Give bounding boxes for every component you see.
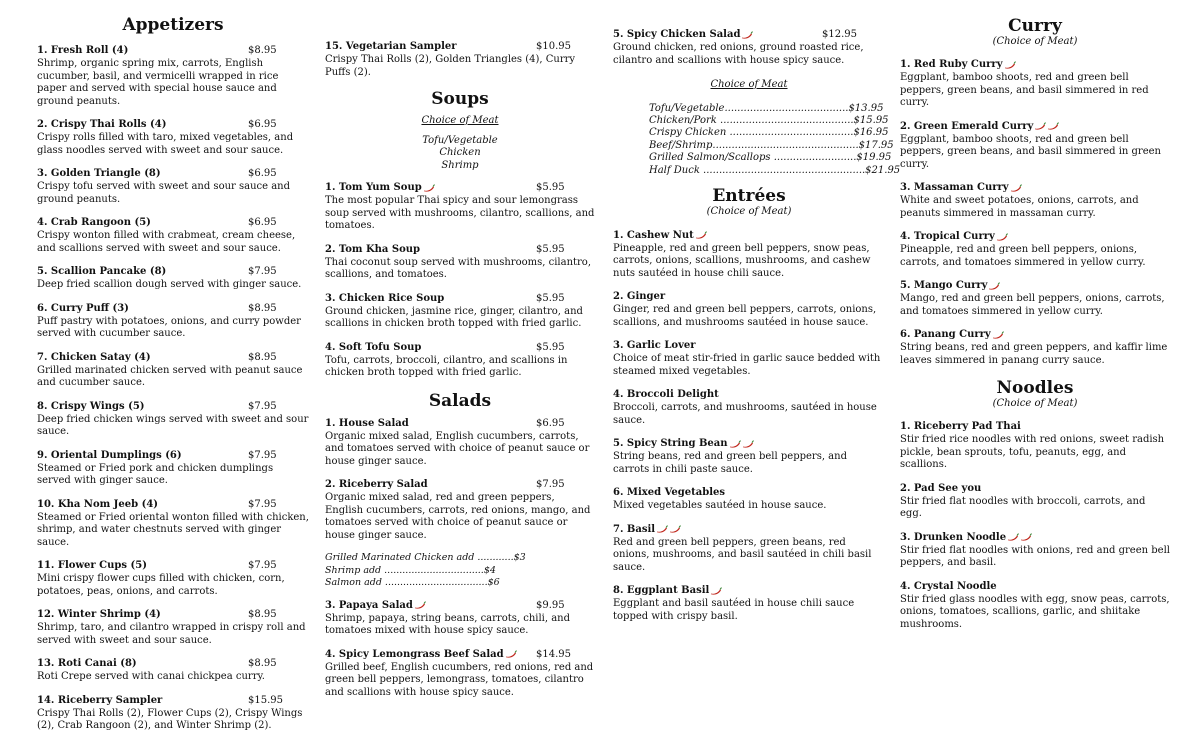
item-name: 5. Mango Curry xyxy=(900,280,988,291)
item-header xyxy=(37,352,309,365)
chili-pepper-icon xyxy=(505,650,517,658)
chili-rating xyxy=(422,182,435,193)
salad-addon-row xyxy=(325,552,595,565)
soups-title: Soups xyxy=(431,89,489,109)
meat-price-row xyxy=(649,152,892,164)
item-header xyxy=(325,479,595,492)
menu-item xyxy=(37,352,309,390)
item-header xyxy=(325,182,595,195)
item-description: Ginger, red and green bell peppers, carrots, onions, scallions, and mushrooms sautéed in house sauce. xyxy=(613,304,877,328)
item-name: 2. Riceberry Salad xyxy=(325,479,428,490)
item-price: $8.95 xyxy=(248,609,277,620)
menu-item xyxy=(325,479,595,542)
item-name: 7. Chicken Satay (4) xyxy=(37,351,151,363)
addon-label: Grilled Marinated Chicken add ............ xyxy=(325,552,514,563)
menu-item xyxy=(900,532,1170,570)
menu-item xyxy=(613,487,885,513)
menu-item xyxy=(37,45,309,108)
item-header xyxy=(613,230,885,243)
chili-rating xyxy=(1009,182,1022,193)
item-name: 8. Crispy Wings (5) xyxy=(37,400,145,412)
item-header xyxy=(37,266,309,279)
addon-price: $4 xyxy=(483,564,496,576)
menu-item xyxy=(613,438,885,476)
meat-price-value: $19.95 xyxy=(856,152,892,164)
menu-item xyxy=(37,695,309,733)
item-header xyxy=(900,280,1170,293)
item-name: 1. Tom Yum Soup xyxy=(325,182,422,193)
item-header xyxy=(900,231,1170,244)
item-price: $8.95 xyxy=(248,658,277,669)
item-description: Thai coconut soup served with mushrooms, cilantro, scallions, and tomatoes. xyxy=(325,256,592,280)
menu-item xyxy=(900,280,1170,318)
item-price: $12.95 xyxy=(822,29,857,40)
item-header xyxy=(900,329,1170,342)
soup-choices xyxy=(325,135,595,173)
item-header xyxy=(325,649,595,662)
item-header xyxy=(613,585,885,598)
chili-pepper-icon xyxy=(1047,122,1059,130)
item-description: Pineapple, red and green bell peppers, snow peas, carrots, onions, scallions, mushrooms, and cashew nuts sautéed in house chili sauce. xyxy=(613,242,871,279)
menu-item xyxy=(325,182,595,233)
chili-pepper-icon xyxy=(988,282,1000,290)
item-name: 2. Ginger xyxy=(613,291,666,303)
curry-list xyxy=(900,59,1170,367)
item-name: 1. Fresh Roll (4) xyxy=(37,45,129,56)
item-name: 15. Vegetarian Sampler xyxy=(325,41,457,52)
item-description: Eggplant and basil sautéed in house chili sauce topped with crispy basil. xyxy=(613,598,855,622)
item-header xyxy=(37,658,309,671)
item-description: Grilled beef, English cucumbers, red onions, red and green bell peppers, lemongrass, tomatoes, cilantro and scallions with house spicy sauce. xyxy=(325,661,594,698)
item-header xyxy=(37,695,309,708)
meat-price-label: Beef/Shrimp.............................................. xyxy=(649,139,859,151)
item-name: 1. Riceberry Pad Thai xyxy=(900,421,1021,432)
curry-noodles-column xyxy=(900,16,1170,642)
item-description: Deep fried scallion dough served with ginger sauce. xyxy=(37,279,302,290)
menu-item xyxy=(900,231,1170,269)
item-price: $7.95 xyxy=(248,400,277,412)
chili-pepper-icon xyxy=(996,233,1008,241)
item-header xyxy=(900,581,1170,594)
item-name: 3. Garlic Lover xyxy=(613,340,696,352)
item-name: 8. Eggplant Basil xyxy=(613,585,710,597)
item-name: 4. Crab Rangoon (5) xyxy=(37,217,151,228)
item-header xyxy=(325,342,595,355)
chili-pepper-icon xyxy=(695,231,707,239)
menu-item xyxy=(325,649,595,700)
item-name: 2. Pad See you xyxy=(900,482,982,494)
item-name: 1. House Salad xyxy=(325,417,409,429)
item-name: 2. Crispy Thai Rolls (4) xyxy=(37,119,167,130)
salad-addon-row xyxy=(325,565,595,578)
chili-pepper-icon xyxy=(1004,61,1016,69)
item-description: Mixed vegetables sautéed in house sauce. xyxy=(613,500,827,512)
item-name: 4. Crystal Noodle xyxy=(900,580,997,592)
item-name: 10. Kha Nom Jeeb (4) xyxy=(37,498,159,510)
meat-choice: Chicken xyxy=(439,147,481,158)
meat-price-value: $17.95 xyxy=(858,139,894,151)
salad-addon-row xyxy=(325,577,595,590)
item-description: Stir fried glass noodles with egg, snow peas, carrots, onions, tomatoes, scallions, garlic, and shiitake mushrooms. xyxy=(900,593,1170,630)
meat-price-value: $21.95 xyxy=(865,164,901,176)
chili-pepper-icon xyxy=(729,440,741,448)
item-description: Crispy tofu served with sweet and sour sauce and ground peanuts. xyxy=(37,181,291,205)
item-header xyxy=(900,121,1170,134)
meat-price-value: $13.95 xyxy=(848,102,884,114)
item-price: $5.95 xyxy=(536,182,565,193)
item-name: 6. Curry Puff (3) xyxy=(37,302,129,314)
item-description: Stir fried rice noodles with red onions, sweet radish pickle, bean sprouts, tofu, peanuts, egg, and scallions. xyxy=(900,434,1165,470)
appetizer-list xyxy=(37,45,309,733)
item-description: Crispy wonton filled with crabmeat, cream cheese, and scallions served with sweet and sour sauce. xyxy=(37,230,296,254)
item-description: Puff pastry with potatoes, onions, and curry powder served with cucumber sauce. xyxy=(37,315,301,339)
item-description: Crispy Thai Rolls (2), Flower Cups (2), Crispy Wings (2), Crab Rangoon (2), and Winter Shrimp (2). xyxy=(37,707,303,731)
chili-pepper-icon xyxy=(1020,533,1032,541)
item-header xyxy=(613,524,885,537)
menu-item xyxy=(900,59,1170,110)
item-header xyxy=(900,182,1170,195)
meat-choice: Tofu/Vegetable xyxy=(422,134,498,146)
chili-rating xyxy=(1033,121,1059,132)
entrees-subtitle: (Choice of Meat) xyxy=(706,205,792,217)
curry-subtitle: (Choice of Meat) xyxy=(992,36,1078,47)
chili-rating xyxy=(987,280,1000,291)
menu-item xyxy=(900,483,1170,521)
item-name: 7. Basil xyxy=(613,523,656,535)
entree-list xyxy=(613,230,885,624)
chili-pepper-icon xyxy=(1010,184,1022,192)
item-description: The most popular Thai spicy and sour lemongrass soup served with mushrooms, cilantro, scallions, and tomatoes. xyxy=(325,195,595,231)
menu-item xyxy=(613,389,885,427)
item-header xyxy=(900,532,1170,545)
soup-list xyxy=(325,182,595,380)
noodles-subtitle: (Choice of Meat) xyxy=(992,398,1078,409)
item-name: 5. Scallion Pancake (8) xyxy=(37,266,167,277)
item-header xyxy=(900,483,1170,496)
menu-item xyxy=(37,658,309,684)
item-name: 2. Green Emerald Curry xyxy=(900,120,1034,132)
item-name: 6. Panang Curry xyxy=(900,329,991,340)
item-price: $7.95 xyxy=(248,266,277,277)
item-name: 5. Spicy String Bean xyxy=(613,438,728,450)
menu-item xyxy=(900,182,1170,220)
item-description: Crispy Thai Rolls (2), Golden Triangles (4), Curry Puffs (2). xyxy=(325,54,576,78)
item-price: $5.95 xyxy=(536,243,565,255)
item-name: 3. Drunken Noodle xyxy=(900,531,1007,543)
item-price: $8.95 xyxy=(248,302,277,314)
item-header xyxy=(325,418,595,431)
menu-item xyxy=(37,303,309,341)
item-description: Shrimp, organic spring mix, carrots, English cucumber, basil, and vermicelli wrapped in rice paper and served with special house sauce and ground peanuts. xyxy=(37,58,279,107)
item-header xyxy=(613,438,885,451)
item-price: $7.95 xyxy=(248,498,277,510)
meat-price-value: $15.95 xyxy=(853,114,889,126)
menu-item xyxy=(613,291,885,329)
item-description: Mini crispy flower cups filled with chicken, corn, potatoes, peas, onions, and carrots. xyxy=(37,573,285,597)
appetizers-title: Appetizers xyxy=(122,15,224,35)
item-name: 4. Broccoli Delight xyxy=(613,389,719,401)
meat-price-label: Crispy Chicken ....................................... xyxy=(649,127,854,139)
item-header xyxy=(37,217,309,230)
chili-rating xyxy=(1003,59,1016,70)
item-header xyxy=(37,45,309,58)
menu-item xyxy=(900,581,1170,632)
item-description: Organic mixed salad, red and green peppers, English cucumbers, carrots, red onions, mango, and tomatoes served with choice of peanut sauce or house ginger sauce. xyxy=(325,492,591,541)
item-description: Stir fried flat noodles with broccoli, carrots, and egg. xyxy=(900,495,1146,519)
item-header xyxy=(613,291,885,304)
menu-item xyxy=(37,168,309,206)
meat-price-row xyxy=(649,164,901,177)
item-header xyxy=(37,450,309,463)
menu-item xyxy=(37,401,309,439)
item-price: $6.95 xyxy=(536,417,565,429)
salad-addons xyxy=(325,552,595,590)
meat-price-value: $16.95 xyxy=(853,127,889,139)
chili-pepper-icon xyxy=(414,601,426,609)
meat-price-label: Grilled Salmon/Scallops .......................... xyxy=(649,152,857,164)
item-name: 12. Winter Shrimp (4) xyxy=(37,609,161,620)
meat-price-label: Tofu/Vegetable....................................... xyxy=(649,102,849,114)
item-header xyxy=(37,499,309,512)
item-description: Broccoli, carrots, and mushrooms, sautéed in house sauce. xyxy=(613,402,877,426)
item-name: 3. Papaya Salad xyxy=(325,599,413,611)
item-header xyxy=(900,59,1170,72)
item-price: $14.95 xyxy=(536,648,571,660)
chili-pepper-icon xyxy=(1034,122,1046,130)
item-header xyxy=(37,560,309,573)
item-header xyxy=(325,244,595,257)
item-price: $8.95 xyxy=(248,45,277,56)
addon-label: Shrimp add ................................. xyxy=(325,564,484,576)
menu-item xyxy=(613,230,885,281)
item-description: Ground chicken, red onions, ground roasted rice, cilantro and scallions with house spicy sauce. xyxy=(613,42,864,66)
chili-pepper-icon xyxy=(423,184,435,192)
chili-rating xyxy=(991,329,1004,340)
meat-choice: Shrimp xyxy=(441,159,479,171)
item-description: Shrimp, papaya, string beans, carrots, chili, and tomatoes mixed with house spicy sauce. xyxy=(325,612,571,636)
item-name: 14. Riceberry Sampler xyxy=(37,694,163,706)
noodles-title: Noodles xyxy=(996,378,1074,398)
item-name: 5. Spicy Chicken Salad xyxy=(613,29,741,40)
menu-item xyxy=(900,329,1170,367)
curry-title: Curry xyxy=(1008,16,1062,36)
item-price: $7.95 xyxy=(248,560,277,571)
menu-item xyxy=(325,600,595,638)
addon-price: $6 xyxy=(487,577,500,588)
item-header xyxy=(37,303,309,316)
item-description: Pineapple, red and green bell peppers, onions, carrots, and tomatoes simmered in yellow curry. xyxy=(900,244,1146,268)
item-description: Choice of meat stir-fried in garlic sauce bedded with steamed mixed vegetables. xyxy=(613,353,881,377)
item-description: Steamed or Fried pork and chicken dumplings served with ginger sauce. xyxy=(37,462,274,486)
item-name: 6. Mixed Vegetables xyxy=(613,487,726,499)
meat-choice-label: Choice of Meat xyxy=(710,79,788,90)
chili-rating xyxy=(709,585,722,596)
menu-item xyxy=(37,450,309,488)
menu-item xyxy=(325,244,595,282)
item-description: Mango, red and green bell peppers, onions, carrots, and tomatoes simmered in yellow curry. xyxy=(900,293,1165,317)
item-price: $15.95 xyxy=(248,694,283,706)
appetizers-column xyxy=(37,15,309,744)
item-name: 11. Flower Cups (5) xyxy=(37,560,147,571)
item-description: Red and green bell peppers, green beans, red onions, mushrooms, and basil sautéed in chili basil sauce. xyxy=(613,536,872,573)
entrees-column xyxy=(613,29,901,634)
item-name: 4. Tropical Curry xyxy=(900,231,995,242)
salads-title: Salads xyxy=(428,390,492,411)
menu-item xyxy=(37,499,309,550)
item-description: Organic mixed salad, English cucumbers, carrots, and tomatoes served with choice of peanut sauce or house ginger sauce. xyxy=(325,430,590,467)
menu-item xyxy=(613,340,885,378)
chili-rating xyxy=(413,600,426,611)
addon-label: Salmon add .................................. xyxy=(325,577,488,588)
menu-item xyxy=(37,119,309,157)
addon-price: $3 xyxy=(513,552,526,563)
item-price: $5.95 xyxy=(536,292,565,304)
menu-item xyxy=(613,585,885,623)
meat-price-label: Chicken/Pork .......................................... xyxy=(649,114,854,126)
item-header xyxy=(37,609,309,622)
chili-rating xyxy=(740,29,753,40)
menu-item xyxy=(325,293,595,331)
item-price: $6.95 xyxy=(248,119,277,130)
salad-list-2 xyxy=(325,600,595,700)
item-price: $7.95 xyxy=(536,479,565,490)
item-description: Ground chicken, jasmine rice, ginger, cilantro, and scallions in chicken broth topped with fried garlic. xyxy=(325,305,583,329)
item-name: 4. Spicy Lemongrass Beef Salad xyxy=(325,648,504,660)
menu-item xyxy=(900,121,1170,172)
item-description: Shrimp, taro, and cilantro wrapped in crispy roll and served with sweet and sour sauce. xyxy=(37,622,306,646)
item-description: Crispy rolls filled with taro, mixed vegetables, and glass noodles served with sweet and sour sauce. xyxy=(37,132,294,156)
menu-item xyxy=(325,418,595,469)
chili-rating xyxy=(694,230,707,241)
menu-item xyxy=(37,217,309,255)
menu-item xyxy=(37,560,309,598)
item-header xyxy=(325,293,595,306)
item-price: $6.95 xyxy=(248,217,277,228)
meat-price-row xyxy=(649,114,889,127)
item-price: $10.95 xyxy=(536,41,571,52)
menu-item xyxy=(37,266,309,292)
item-price: $8.95 xyxy=(248,351,277,363)
chili-pepper-icon xyxy=(742,440,754,448)
item-description: Grilled marinated chicken served with peanut sauce and cucumber sauce. xyxy=(37,364,303,388)
chili-pepper-icon xyxy=(710,587,722,595)
item-name: 1. Red Ruby Curry xyxy=(900,59,1003,70)
item-name: 2. Tom Kha Soup xyxy=(325,243,421,255)
item-header xyxy=(37,168,309,181)
item-price: $5.95 xyxy=(536,341,565,353)
item-description: Steamed or Fried oriental wonton filled with chicken, shrimp, and water chestnuts served with ginger sauce. xyxy=(37,511,309,548)
item-description: Stir fried flat noodles with onions, red and green bell peppers, and basil. xyxy=(900,544,1170,568)
item-price: $9.95 xyxy=(536,599,565,611)
menu-item xyxy=(325,342,595,380)
item-header xyxy=(37,119,309,132)
menu-item xyxy=(325,41,595,79)
chili-pepper-icon xyxy=(992,331,1004,339)
item-header xyxy=(37,401,309,414)
item-name: 3. Massaman Curry xyxy=(900,182,1009,193)
noodle-list xyxy=(900,421,1170,631)
menu-item xyxy=(613,29,885,67)
meat-price-row xyxy=(649,139,894,152)
chili-rating xyxy=(655,524,681,535)
item-header xyxy=(325,600,595,613)
item-price: $7.95 xyxy=(248,449,277,461)
item-description: Tofu, carrots, broccoli, cilantro, and scallions in chicken broth topped with fried garlic. xyxy=(325,354,568,378)
item-description: White and sweet potatoes, onions, carrots, and peanuts simmered in massaman curry. xyxy=(900,195,1139,219)
item-price: $6.95 xyxy=(248,168,277,179)
chili-pepper-icon xyxy=(656,525,668,533)
menu-item xyxy=(900,421,1170,472)
item-header xyxy=(613,487,885,500)
salad-list xyxy=(325,418,595,543)
item-header xyxy=(613,389,885,402)
item-name: 13. Roti Canai (8) xyxy=(37,658,137,669)
item-header xyxy=(900,421,1170,434)
item-description: String beans, red and green bell peppers, and carrots in chili paste sauce. xyxy=(613,451,847,475)
item-name: 4. Soft Tofu Soup xyxy=(325,341,422,353)
chili-rating xyxy=(504,649,517,660)
meat-price-label: Half Duck ................................................... xyxy=(649,164,866,176)
entrees-title: Entrées xyxy=(712,185,786,206)
item-description: Deep fried chicken wings served with sweet and sour sauce. xyxy=(37,413,309,437)
meat-price-row xyxy=(649,103,885,115)
item-description: Eggplant, bamboo shoots, red and green bell peppers, green beans, and basil simmered in green curry. xyxy=(900,133,1161,170)
item-description: Roti Crepe served with canai chickpea curry. xyxy=(37,671,265,682)
menu-item xyxy=(37,609,309,647)
chili-pepper-icon xyxy=(741,31,753,39)
soups-choice-label: Choice of Meat xyxy=(421,115,499,126)
soups-salads-column xyxy=(325,41,595,710)
item-description: Eggplant, bamboo shoots, red and green bell peppers, green beans, and basil simmered in red curry. xyxy=(900,72,1149,108)
item-description: String beans, red and green peppers, and kaffir lime leaves simmered in panang curry sauce. xyxy=(900,342,1168,366)
item-name: 3. Chicken Rice Soup xyxy=(325,292,445,304)
chili-pepper-icon xyxy=(1007,533,1019,541)
meat-price-list xyxy=(649,102,901,177)
chili-rating xyxy=(1006,532,1032,543)
item-name: 3. Golden Triangle (8) xyxy=(37,168,161,179)
chili-pepper-icon xyxy=(669,525,681,533)
chili-rating xyxy=(728,438,754,449)
item-name: 1. Cashew Nut xyxy=(613,229,694,241)
chili-rating xyxy=(995,231,1008,242)
item-header xyxy=(613,340,885,353)
meat-price-row xyxy=(649,127,889,139)
item-name: 9. Oriental Dumplings (6) xyxy=(37,449,182,461)
menu-item xyxy=(613,524,885,575)
